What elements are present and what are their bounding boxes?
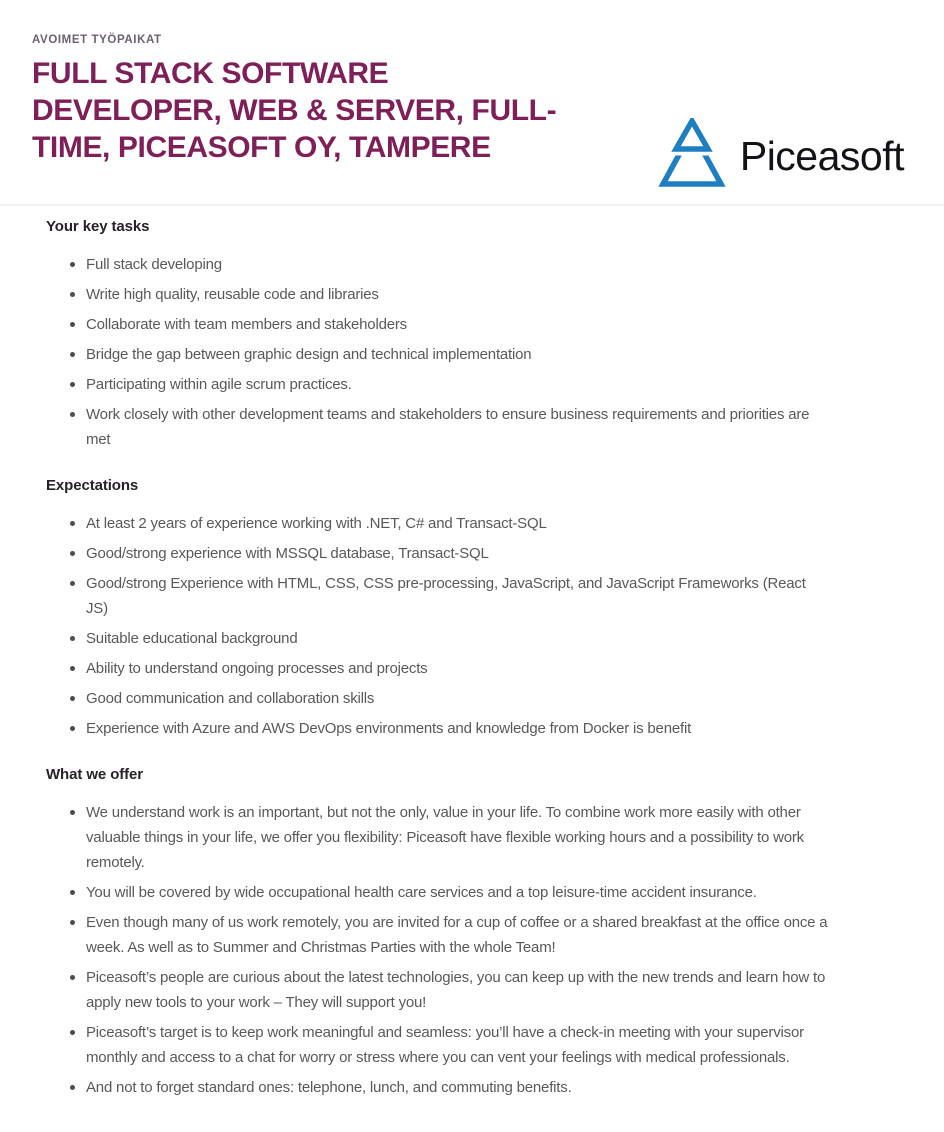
list-item: Participating within agile scrum practices.	[46, 372, 831, 397]
list-item: Even though many of us work remotely, you are invited for a cup of coffee or a shared breakfast at the office once a week. As well as to Summer and Christmas Parties with the whole Team!	[46, 910, 831, 960]
job-header-text	[0, 0, 640, 166]
section-heading: Your key tasks	[46, 218, 150, 235]
list-item: Write high quality, reusable code and libraries	[46, 282, 831, 307]
job-header	[0, 0, 944, 206]
list-item: Good communication and collaboration skills	[46, 686, 831, 711]
list-item: Bridge the gap between graphic design and technical implementation	[46, 342, 831, 367]
list-item: Good/strong experience with MSSQL database, Transact-SQL	[46, 541, 831, 566]
company-logo-text: Piceasoft	[739, 133, 904, 179]
list-item: Suitable educational background	[46, 626, 831, 651]
list-item: Full stack developing	[46, 252, 831, 277]
page-title-line: FULL STACK SOFTWARE	[32, 57, 389, 90]
company-logo	[656, 118, 904, 195]
list-item: Experience with Azure and AWS DevOps environments and knowledge from Docker is benefit	[46, 716, 831, 741]
list-item: Work closely with other development teams and stakeholders to ensure business requirements and priorities are met	[46, 402, 831, 452]
section-what-we-offer	[46, 765, 904, 1100]
list-item: You will be covered by wide occupational health care services and a top leisure-time accident insurance.	[46, 880, 831, 905]
piceasoft-tree-icon	[656, 118, 728, 195]
page-title-line: TIME, PICEASOFT OY, TAMPERE	[32, 131, 491, 164]
list-item: Piceasoft’s target is to keep work meaningful and seamless: you’ll have a check-in meeting with your supervisor monthly and access to a chat for worry or stress where you can vent your feelings with medical professionals.	[46, 1020, 831, 1070]
bullet-list	[46, 800, 904, 1100]
job-description	[0, 206, 944, 1100]
page-title-line: DEVELOPER, WEB & SERVER, FULL-	[32, 94, 557, 127]
section-your-key-tasks	[46, 217, 904, 452]
list-item: Collaborate with team members and stakeholders	[46, 312, 831, 337]
section-expectations	[46, 476, 904, 741]
section-heading: What we offer	[46, 766, 144, 783]
page-title	[32, 55, 640, 166]
section-heading: Expectations	[46, 477, 139, 494]
list-item: Piceasoft’s people are curious about the latest technologies, you can keep up with the new trends and learn how to apply new tools to your work – They will support you!	[46, 965, 831, 1015]
list-item: Good/strong Experience with HTML, CSS, CSS pre-processing, JavaScript, and JavaScript Frameworks (React JS)	[46, 571, 831, 621]
list-item: And not to forget standard ones: telephone, lunch, and commuting benefits.	[46, 1075, 831, 1100]
list-item: Ability to understand ongoing processes and projects	[46, 656, 831, 681]
bullet-list	[46, 252, 904, 452]
list-item: At least 2 years of experience working with .NET, C# and Transact-SQL	[46, 511, 831, 536]
breadcrumb-category: AVOIMET TYÖPAIKAT	[32, 34, 162, 46]
bullet-list	[46, 511, 904, 741]
list-item: We understand work is an important, but not the only, value in your life. To combine work more easily with other valuable things in your life, we offer you flexibility: Piceasoft have flexible working hours and a possibility to work remotely.	[46, 800, 831, 875]
